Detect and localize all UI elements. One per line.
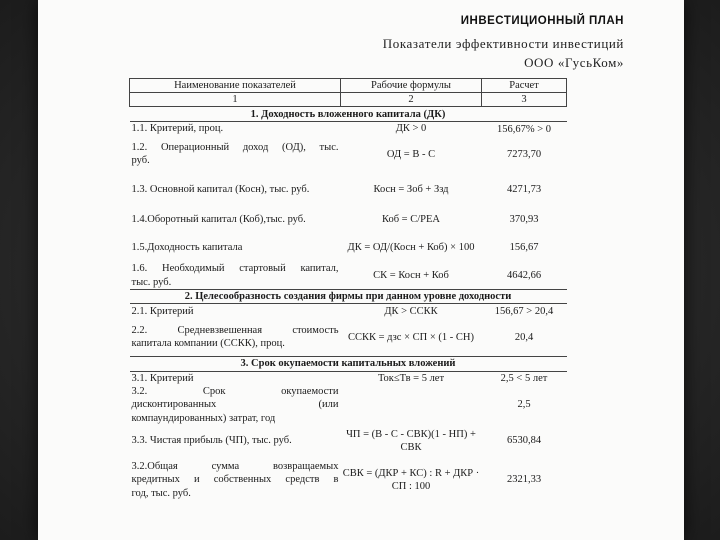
calc-value: 4271,73 xyxy=(506,183,542,195)
indicator-name: 1.3. Основной капитал (Косн), тыс. руб. xyxy=(131,183,310,195)
indicator-name-line: 2.2. Средневзвешенная стоимость xyxy=(131,325,339,336)
column-number: 1 xyxy=(130,93,341,107)
calc-value: 6530,84 xyxy=(506,435,542,447)
table-row xyxy=(130,136,567,173)
indicator-name: 1.1. Критерий, проц. xyxy=(131,123,224,135)
formula-line: СВК xyxy=(400,442,422,453)
table-number-row xyxy=(130,93,567,107)
formula: Коб = С/РЕА xyxy=(381,214,440,226)
indicator-name: 1.5.Доходность капитала xyxy=(131,242,243,254)
table-row xyxy=(130,457,567,503)
table-header-row xyxy=(130,79,567,93)
formula: ССКК = дзс × СП × (1 - СН) xyxy=(348,331,474,343)
document-subtitle: Показатели эффективности инвестиций xyxy=(382,36,624,51)
calc-value: 2,5 < 5 лет xyxy=(500,372,548,384)
calc-value: 156,67 xyxy=(509,242,539,254)
table-row xyxy=(130,371,567,385)
indicator-name: 1.4.Оборотный капитал (Коб),тыс. руб. xyxy=(131,214,306,226)
indicator-name-line: тыс. руб. xyxy=(131,276,172,288)
section-row xyxy=(130,290,567,304)
indicator-name: 2.1. Критерий xyxy=(131,305,194,317)
indicator-name xyxy=(130,457,341,503)
section-row xyxy=(130,107,567,122)
column-number: 3 xyxy=(482,93,567,107)
indicator-name-line: руб. xyxy=(131,155,150,167)
calc-value: 4642,66 xyxy=(506,269,542,281)
indicator-name-line: 3.2.Общая сумма возвращаемых xyxy=(131,461,339,473)
section-heading: 1. Доходность вложенного капитала (ДК) xyxy=(130,107,567,122)
indicator-name-line: 3.2. Срок окупаемости xyxy=(131,386,339,398)
indicator-name-line: 1.2. Операционный доход (ОД), тыс. xyxy=(131,142,339,154)
calc-value: 156,67 > 20,4 xyxy=(494,305,554,317)
formula: Косн = Зоб + Ззд xyxy=(373,183,449,195)
formula: ОД = В - С xyxy=(386,148,436,160)
column-header: Рабочие формулы xyxy=(341,79,482,93)
formula-line: СП : 100 xyxy=(391,481,431,492)
formula xyxy=(341,425,482,457)
indicator-name-line: год, тыс. руб. xyxy=(131,487,191,499)
table-row xyxy=(130,122,567,136)
indicator-name: 3.3. Чистая прибыль (ЧП), тыс. руб. xyxy=(131,435,292,447)
table-row xyxy=(130,234,567,262)
document-title: ИНВЕСТИЦИОННЫЙ ПЛАН xyxy=(460,15,624,27)
company-name: ООО «ГусьКом» xyxy=(524,55,624,70)
calc-value: 7273,70 xyxy=(506,148,542,160)
investment-table xyxy=(129,78,567,503)
calc-value: 370,93 xyxy=(509,214,539,226)
table-row xyxy=(130,385,567,425)
table-row xyxy=(130,304,567,318)
section-heading: 3. Срок окупаемости капитальных вложений xyxy=(130,357,567,371)
calc-value: 156,67% > 0 xyxy=(496,123,552,135)
column-header: Наименование показателей xyxy=(130,79,341,93)
calc-value: 2,5 xyxy=(517,399,531,411)
table-row xyxy=(130,206,567,234)
formula: СК = Косн + Коб xyxy=(373,269,449,281)
indicator-name xyxy=(130,385,341,425)
formula: ДК > 0 xyxy=(395,123,427,135)
formula: ДК > ССКК xyxy=(384,305,438,317)
indicator-name xyxy=(130,262,341,290)
table-row xyxy=(130,425,567,457)
table-row xyxy=(130,318,567,357)
indicator-name-line: дисконтированных (или xyxy=(131,399,339,411)
column-header: Расчет xyxy=(482,79,567,93)
calc-value: 2321,33 xyxy=(506,474,542,486)
indicator-name xyxy=(130,318,341,357)
table-row xyxy=(130,173,567,206)
indicator-name-line: компаундированных) затрат, год xyxy=(131,412,276,424)
indicator-name-line: кредитных и собственных средств в xyxy=(131,474,339,486)
formula: Ток≤Тв = 5 лет xyxy=(377,372,445,384)
section-row xyxy=(130,357,567,371)
indicator-name-line: капитала компании (ССКК), проц. xyxy=(131,338,285,350)
formula-line: СВК = (ДКР + КС) : R + ДКР · xyxy=(342,467,480,479)
table-row xyxy=(130,262,567,290)
formula-line: ЧП = (В - С - СВК)(1 - НП) + xyxy=(346,428,476,440)
calc-value: 20,4 xyxy=(514,331,534,343)
column-number: 2 xyxy=(341,93,482,107)
formula xyxy=(341,385,482,425)
formula: ДК = ОД/(Косн + Коб) × 100 xyxy=(347,242,475,254)
formula xyxy=(341,457,482,503)
indicator-name xyxy=(130,136,341,173)
indicator-name-line: 1.6. Необходимый стартовый капитал, xyxy=(131,263,339,275)
indicator-name: 3.1. Критерий xyxy=(131,372,194,384)
section-heading: 2. Целесообразность создания фирмы при данном уровне доходности xyxy=(130,290,567,304)
